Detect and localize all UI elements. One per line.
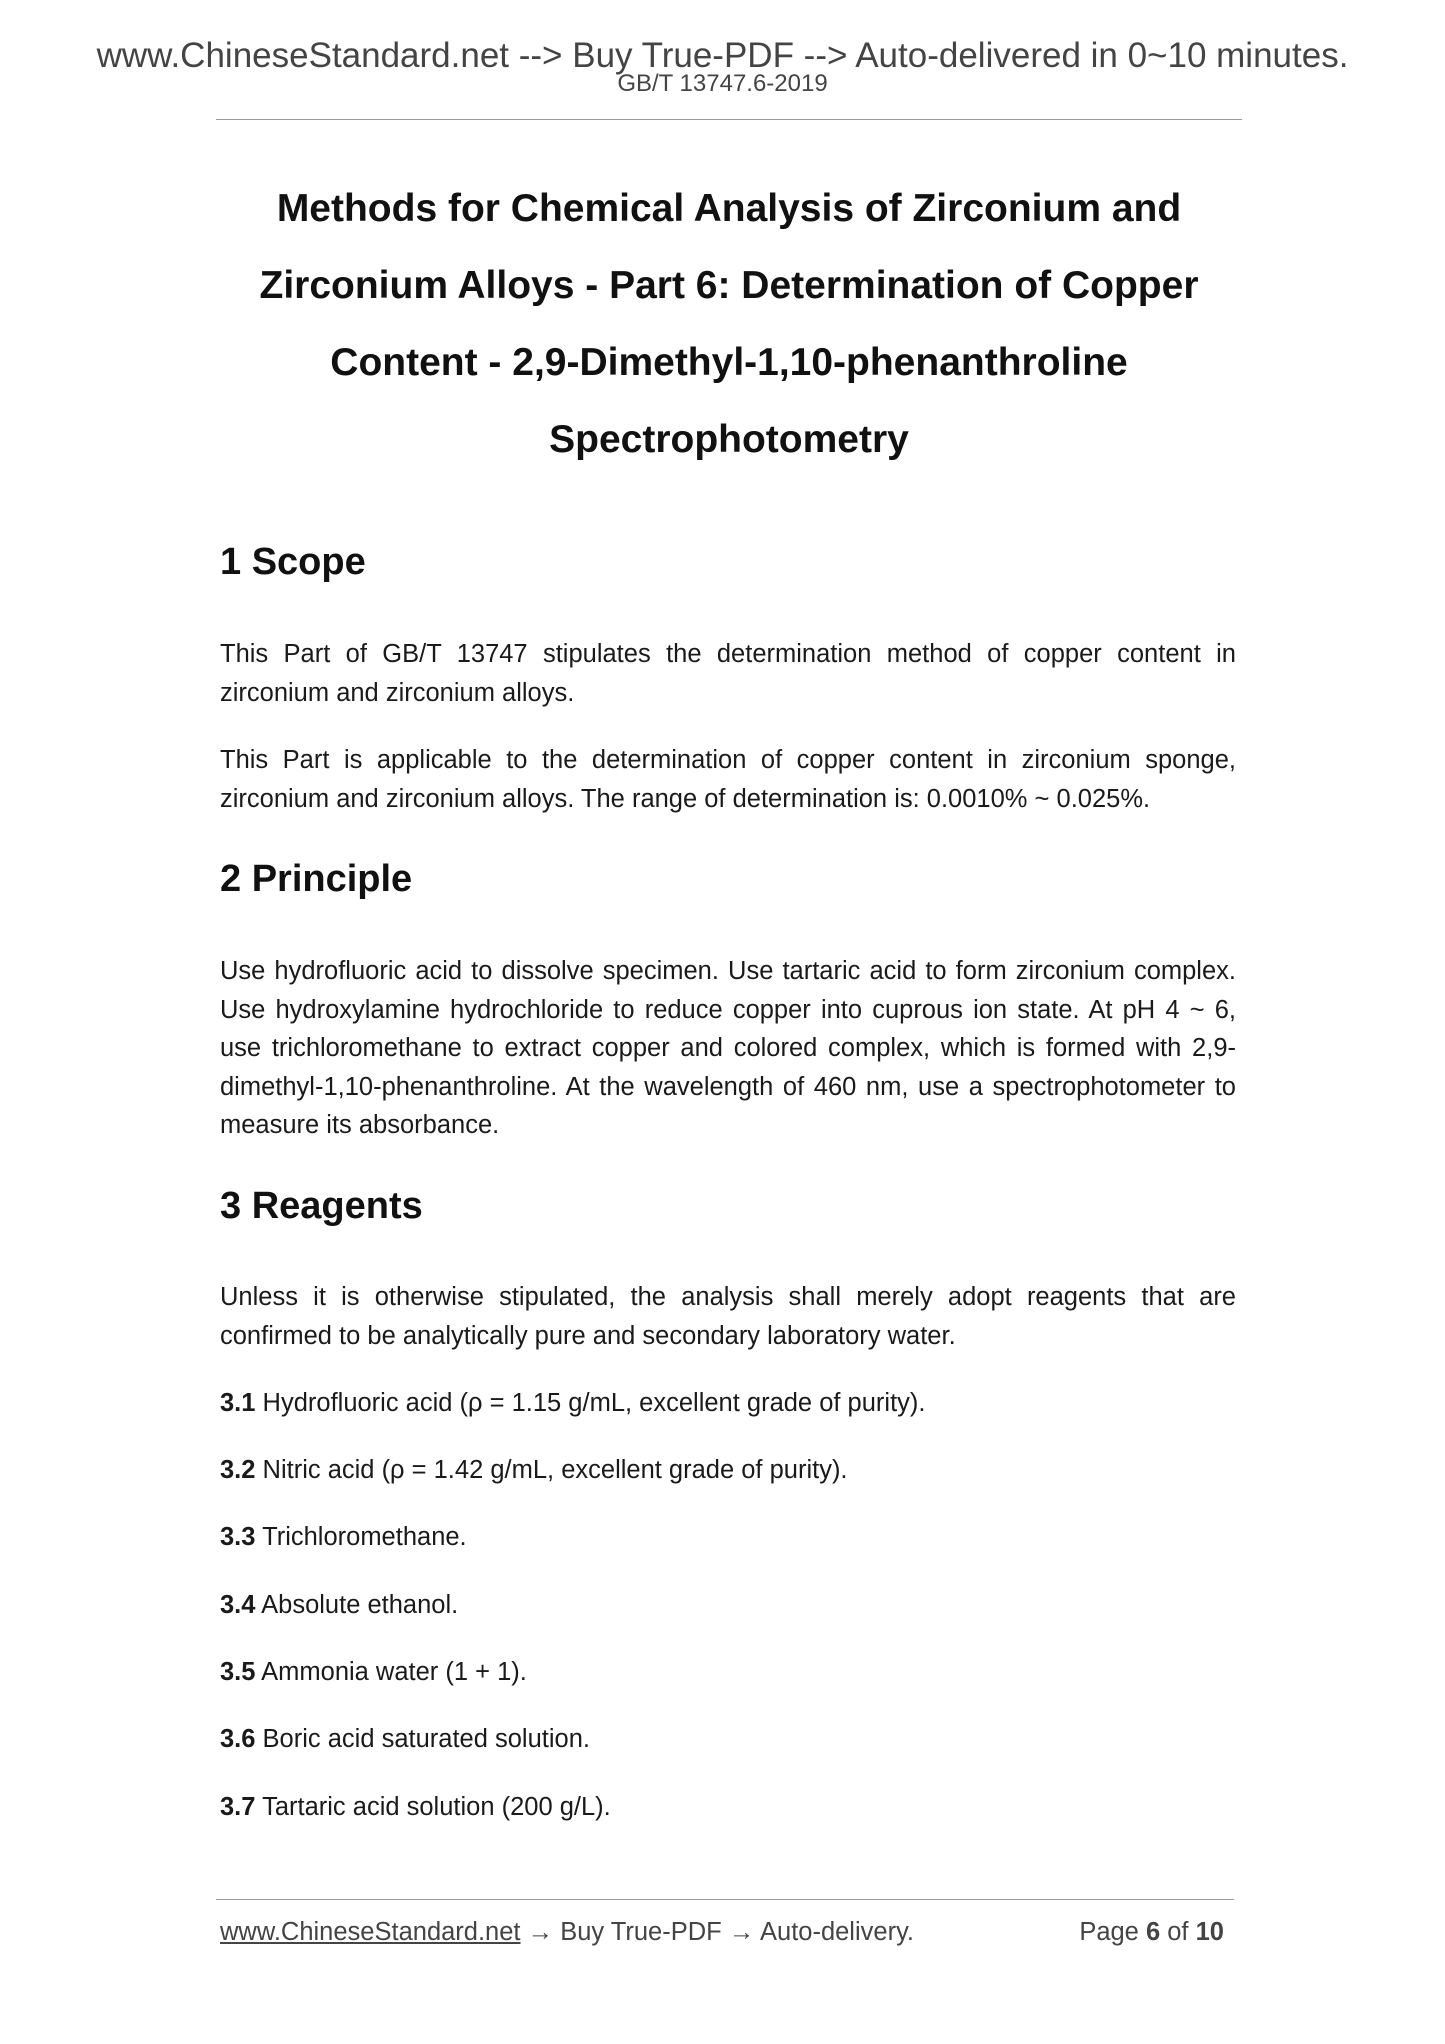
reagent-text: Nitric acid (ρ = 1.42 g/mL, excellent grade of purity). xyxy=(262,1456,848,1484)
reagent-number: 3.6 xyxy=(220,1725,256,1753)
reagent-number: 3.2 xyxy=(220,1456,256,1484)
reagent-item xyxy=(220,1384,926,1422)
reagent-text: Boric acid saturated solution. xyxy=(262,1725,590,1753)
reagent-number: 3.3 xyxy=(220,1523,256,1551)
principle-paragraph: Use hydrofluoric acid to dissolve specimen. Use tartaric acid to form zirconium complex. Use hydroxylamine hydrochloride to reduce copper into cuprous ion state. At pH 4 ~ 6, use trichloromethane to extract copper and colored complex, which is formed with 2,9-dimethyl-1,10-phenanthroline. At the wavelength of 460 nm, use a spectrophotometer to measure its absorbance. xyxy=(220,957,1236,1139)
page-of-label: of xyxy=(1167,1918,1189,1946)
footer-divider xyxy=(216,1899,1234,1900)
reagent-item xyxy=(220,1720,590,1758)
page-total: 10 xyxy=(1195,1918,1224,1946)
reagent-item xyxy=(220,1788,611,1826)
section-heading-reagents: 3 Reagents xyxy=(220,1185,423,1227)
reagent-text: Tartaric acid solution (200 g/L). xyxy=(262,1793,611,1821)
reagent-text: Ammonia water (1 + 1). xyxy=(261,1658,527,1686)
reagent-number: 3.1 xyxy=(220,1389,256,1417)
page-number xyxy=(1079,1918,1224,1947)
page-label: Page xyxy=(1079,1918,1139,1946)
reagent-text: Absolute ethanol. xyxy=(261,1591,459,1619)
section-heading-scope: 1 Scope xyxy=(220,541,366,583)
reagent-item xyxy=(220,1653,527,1691)
reagent-text: Trichloromethane. xyxy=(262,1523,467,1551)
reagent-item xyxy=(220,1451,848,1489)
document-title: Methods for Chemical Analysis of Zirconium and Zirconium Alloys - Part 6: Determination of Copper Content - 2,9-Dimethyl-1,10-phenanthroline Spectrophotometry xyxy=(259,187,1199,461)
footer-promo-text: → Buy True-PDF → Auto-delivery. xyxy=(527,1918,915,1946)
reagent-item xyxy=(220,1518,467,1556)
standard-code: GB/T 13747.6-2019 xyxy=(617,70,828,97)
section-heading-principle: 2 Principle xyxy=(220,858,413,900)
scope-paragraph-1: This Part of GB/T 13747 stipulates the determination method of copper content in zirconium and zirconium alloys. xyxy=(220,640,1236,707)
reagent-item xyxy=(220,1586,458,1624)
header-banner: www.ChineseStandard.net --> Buy True-PDF --> Auto-delivered in 0~10 minutes. xyxy=(96,36,1349,75)
header-divider xyxy=(216,119,1242,120)
reagents-intro: Unless it is otherwise stipulated, the analysis shall merely adopt reagents that are confirmed to be analytically pure and secondary laboratory water. xyxy=(220,1283,1236,1350)
reagent-number: 3.5 xyxy=(220,1658,256,1686)
footer-site-link[interactable]: www.ChineseStandard.net xyxy=(220,1918,521,1946)
page-current: 6 xyxy=(1145,1918,1161,1946)
reagent-number: 3.7 xyxy=(220,1793,256,1821)
footer-promo xyxy=(220,1918,914,1947)
reagent-number: 3.4 xyxy=(220,1591,256,1619)
reagent-text: Hydrofluoric acid (ρ = 1.15 g/mL, excellent grade of purity). xyxy=(262,1389,926,1417)
scope-paragraph-2: This Part is applicable to the determination of copper content in zirconium sponge, zirconium and zirconium alloys. The range of determination is: 0.0010% ~ 0.025%. xyxy=(220,746,1236,813)
